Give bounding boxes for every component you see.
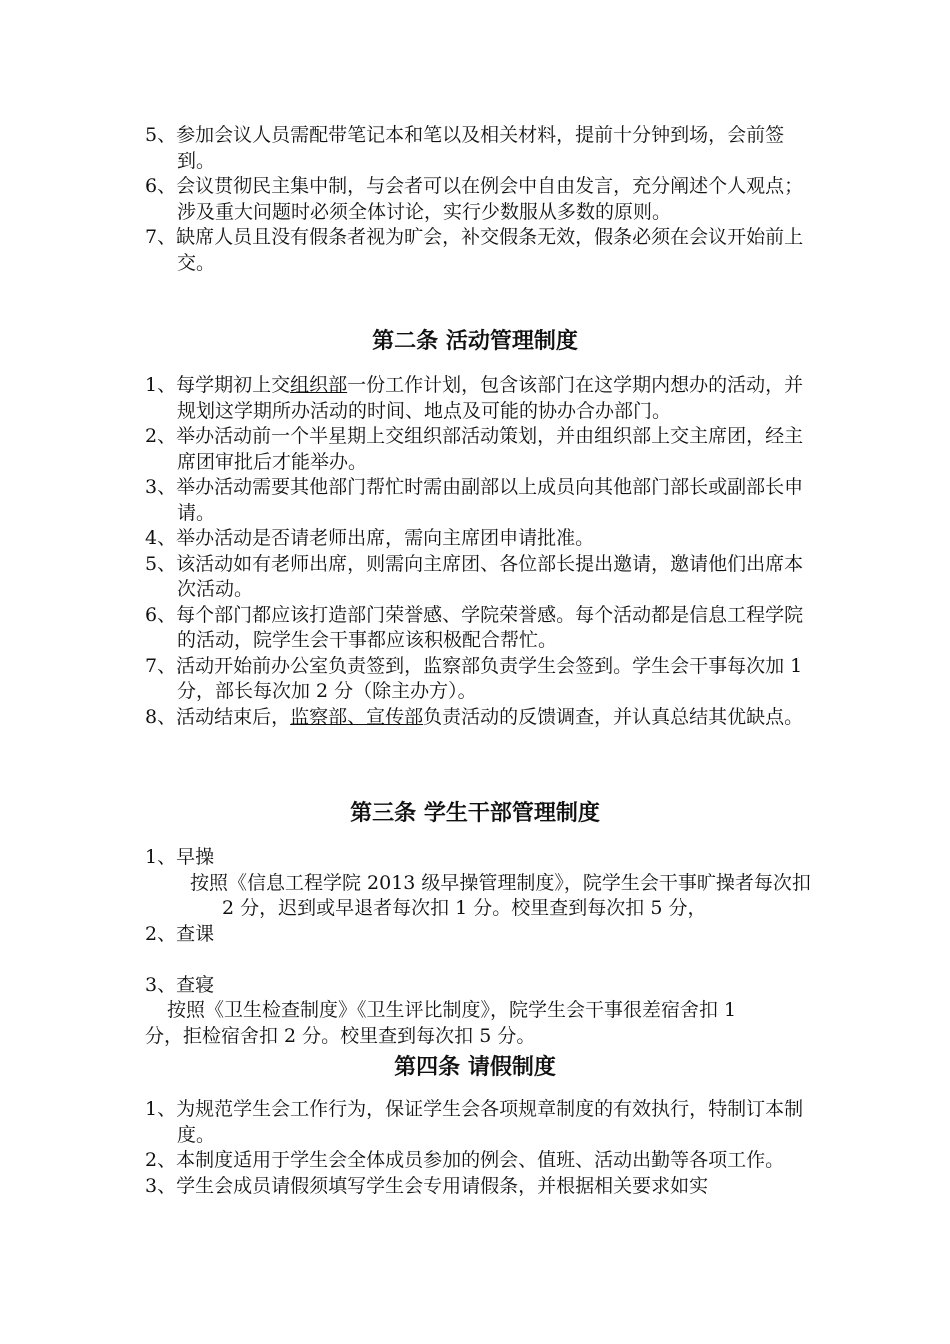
list-item: 2、举办活动前一个半星期上交组织部活动策划，并由组织部上交主席团，经主席团审批后才能举办。: [145, 425, 804, 473]
morning-exercise-body: 按照《信息工程学院 2013 级早操管理制度》，院学生会干事旷操者每次扣 2 分，迟到或早退者每次扣 1 分。校里查到每次扣 5 分，: [190, 871, 811, 919]
dorm-check-text-line2: 分，拒检宿舍扣 2 分。校里查到每次扣 5 分。: [145, 1024, 536, 1047]
list-item: 6、会议贯彻民主集中制，与会者可以在例会中自由发言，充分阐述个人观点；涉及重大问题时必须全体讨论，实行少数服从多数的原则。: [145, 175, 804, 223]
sub-heading-dorm-check: 3、查寝: [145, 973, 215, 996]
list-item: 5、该活动如有老师出席，则需向主席团、各位部长提出邀请，邀请他们出席本次活动。: [145, 552, 804, 600]
dorm-check-text-line1: 按照《卫生检查制度》《卫生评比制度》，院学生会干事很差宿舍扣 1: [167, 999, 737, 1021]
organization-dept-link: 组织部: [290, 374, 348, 396]
supervision-publicity-dept-link: 监察部、宣传部: [290, 705, 424, 728]
list-item: 6、每个部门都应该打造部门荣誉感、学院荣誉感。每个活动都是信息工程学院的活动，院学生会干事都应该积极配合帮忙。: [145, 603, 804, 651]
sub-heading-morning-exercise: 1、早操: [145, 846, 215, 868]
section-heading-cadre: 第三条 学生干部管理制度: [350, 800, 600, 826]
list-item: 7、缺席人员且没有假条者视为旷会，补交假条无效，假条必须在会议开始前上交。: [145, 226, 804, 274]
list-item: 3、学生会成员请假须填写学生会专用请假条，并根据相关要求如实: [145, 1174, 709, 1197]
item-text: 负责活动的反馈调查，并认真总结其优缺点。: [423, 705, 804, 728]
item-text: 8、活动结束后，: [145, 705, 291, 728]
list-item: 7、活动开始前办公室负责签到，监察部负责学生会签到。学生会干事每次加 1 分，部长每次加 2 分（除主办方）。: [145, 654, 803, 702]
list-item: [145, 373, 813, 424]
list-item: 5、参加会议人员需配带笔记本和笔以及相关材料，提前十分钟到场，会前签到。: [145, 124, 785, 172]
list-item: 2、本制度适用于学生会全体成员参加的例会、值班、活动出勤等各项工作。: [145, 1149, 785, 1171]
section-heading-activity: 第二条 活动管理制度: [372, 328, 578, 354]
activity-rules-list: [145, 373, 813, 730]
list-item: 4、举办活动是否请老师出席，需向主席团申请批准。: [145, 527, 595, 549]
item-text: 1、每学期初上交: [145, 374, 291, 396]
leave-rules-list: [145, 1097, 813, 1199]
list-item: [145, 705, 813, 731]
list-item: 1、为规范学生会工作行为，保证学生会各项规章制度的有效执行，特制订本制度。: [145, 1098, 804, 1146]
cadre-rules-list: [145, 845, 813, 1049]
list-item: 3、举办活动需要其他部门帮忙时需由副部以上成员向其他部门部长或副部长申请。: [145, 476, 804, 524]
section-heading-leave: 第四条 请假制度: [394, 1054, 556, 1080]
sub-heading-class-check: 2、查课: [145, 922, 215, 945]
morning-exercise-text: [145, 871, 813, 922]
blank-line: [145, 947, 813, 973]
meeting-rules-list: [145, 123, 813, 276]
item-text: 一份工作计划，包含该部门在这学期内想办的活动，并规划这学期所办活动的时间、地点及可能的协办合办部门。: [177, 374, 804, 422]
